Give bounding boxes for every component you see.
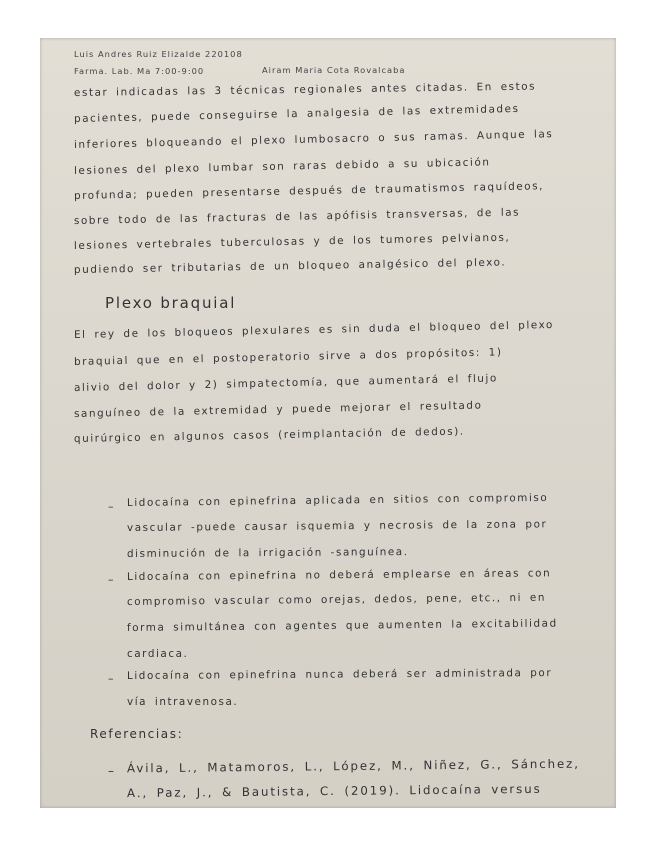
paragraph-line: pacientes, puede conseguirse la analgesia de las extremidades (73, 102, 520, 125)
bullet-line: vía intravenosa. (127, 696, 239, 708)
paragraph-line: inferiores bloqueando el plexo lumbosacro o sus ramas. Aunque las (73, 128, 554, 151)
bullet-line: Lidocaína con epinefrina no deberá emplearse en áreas con (126, 567, 552, 583)
student-name: Luis Andres Ruiz Elizalde 220108 (74, 49, 243, 59)
bullet-dash: – (108, 500, 114, 513)
bullet-line: disminución de la irrigación -sanguínea. (126, 546, 409, 560)
partner-name: Airam Maria Cota Rovalcaba (262, 65, 406, 75)
section-title: Plexo braquial (105, 294, 237, 312)
bullet-line: Lidocaína con epinefrina aplicada en sitios con compromiso (126, 491, 549, 509)
bullet-line: forma simultánea con agentes que aumenten la excitabilidad (126, 617, 558, 634)
paragraph-line: profunda; pueden presentarse después de traumatismos raquídeos, (73, 180, 545, 202)
paragraph-line: alivio del dolor y 2) simpatectomía, que aumentará el flujo (73, 372, 498, 394)
paragraph-line: sanguíneo de la extremidad y puede mejorar el resultado (73, 399, 483, 420)
bullet-dash: – (108, 573, 114, 586)
paragraph-line: El rey de los bloqueos plexulares es sin duda el bloqueo del plexo (73, 318, 555, 341)
bullet-line: compromiso vascular como orejas, dedos, pene, etc., ni en (126, 591, 547, 608)
bullet-line: Lidocaína con epinefrina nunca deberá ser administrada por (126, 667, 553, 682)
paragraph-line: lesiones del plexo lumbar son raras debido a su ubicación (73, 156, 491, 177)
bullet-dash: – (108, 672, 114, 685)
course-info: Farma. Lab. Ma 7:00-9:00 (74, 66, 205, 76)
references-title: Referencias: (90, 727, 184, 741)
reference-dash: – (108, 764, 114, 778)
paragraph-line: sobre todo de las fracturas de las apófisis transversas, de las (73, 206, 521, 227)
paragraph-line: estar indicadas las 3 técnicas regionales antes citadas. En estos (73, 80, 537, 99)
paragraph-line: braquial que en el postoperatorio sirve a dos propósitos: 1) (73, 346, 503, 368)
notebook-page (40, 38, 616, 808)
bullet-line: cardiaca. (127, 648, 189, 660)
bullet-line: vascular -puede causar isquemia y necrosis de la zona por (126, 518, 548, 534)
paragraph-line: pudiendo ser tributarias de un bloqueo analgésico del plexo. (73, 256, 507, 276)
reference-line: Ávila, L., Matamoros, L., López, M., Niñez, G., Sánchez, (126, 756, 580, 776)
paragraph-line: lesiones vertebrales tuberculosas y de los tumores pelvianos, (73, 231, 511, 252)
paragraph-line: quirúrgico en algunos casos (reimplantación de dedos). (73, 425, 465, 445)
reference-line: A., Paz, J., & Bautista, C. (2019). Lidocaína versus (126, 781, 542, 801)
